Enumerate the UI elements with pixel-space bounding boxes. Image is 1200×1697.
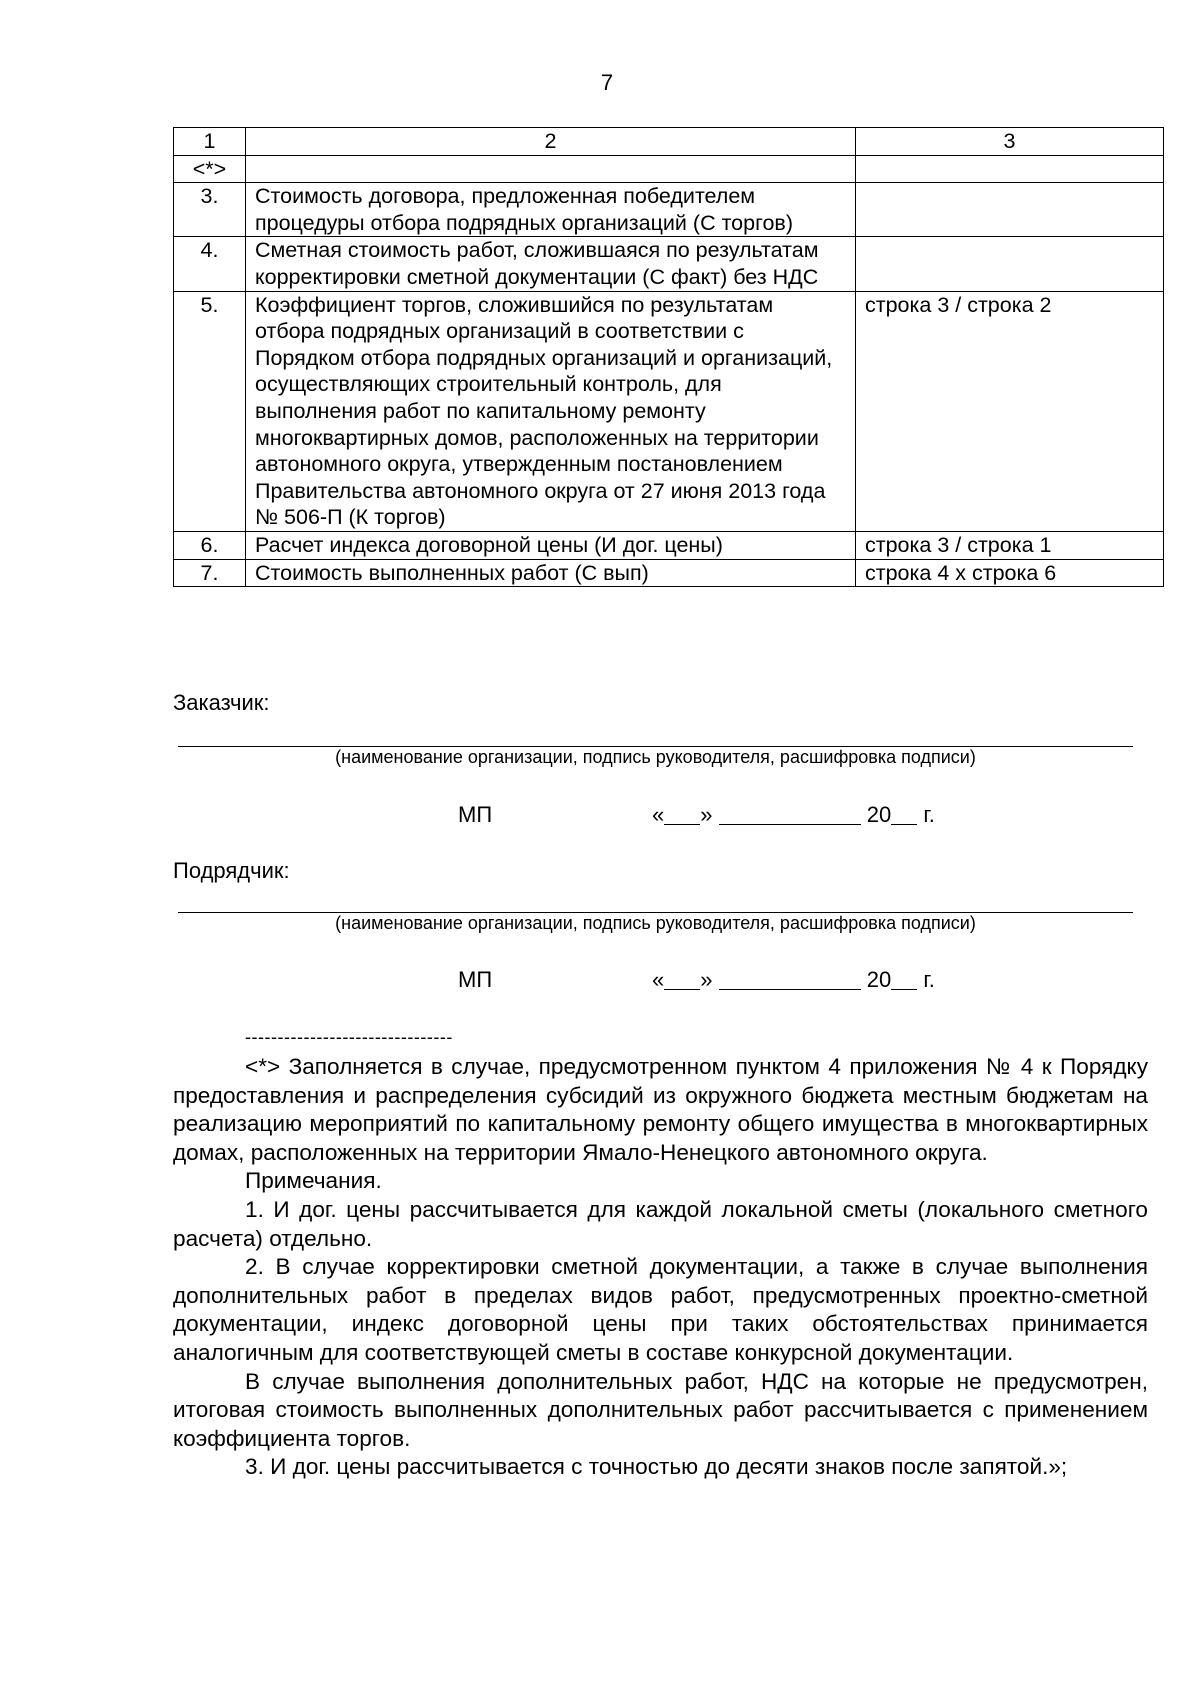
row-description: Сметная стоимость работ, сложившаяся по результатам корректировки сметной документации (С факт) без НДС xyxy=(246,237,856,291)
row-description: Коэффициент торгов, сложившийся по результатам отбора подрядных организаций в соответствии с Порядком отбора подрядных организаций и организаций, осуществляющих строительный контроль, для выполнения работ по капитальному ремонту многоквартирных домов, расположенных на территории автономного округа, утвержденным постановлением Правительства автономного округа от 27 июня 2013 года № 506-П (К торгов) xyxy=(246,291,856,531)
row-number: 7. xyxy=(174,559,246,587)
calculation-table xyxy=(173,127,1164,587)
table-row xyxy=(174,183,1164,237)
customer-mp-stamp: МП xyxy=(458,802,493,827)
note-item: 3. И дог. цены рассчитывается с точностью до десяти знаков после запятой.»; xyxy=(245,1454,1068,1480)
contractor-mp-stamp: МП xyxy=(458,967,493,992)
contractor-signature-caption: (наименование организации, подпись руководителя, расшифровка подписи) xyxy=(335,913,976,933)
month-blank xyxy=(719,802,861,825)
year-prefix: 20 xyxy=(866,802,892,827)
row-description: Стоимость договора, предложенная победителем процедуры отбора подрядных организаций (С торгов) xyxy=(246,183,856,237)
row-description xyxy=(246,155,856,183)
year-blank xyxy=(891,967,917,990)
table-header-cell: 3 xyxy=(856,128,1164,156)
year-blank xyxy=(891,802,917,825)
date-quote-open: « xyxy=(652,802,665,827)
row-formula: строка 4 х строка 6 xyxy=(856,559,1164,587)
row-description: Расчет индекса договорной цены (И дог. цены) xyxy=(246,531,856,559)
table-row xyxy=(174,559,1164,587)
contractor-label: Подрядчик: xyxy=(173,858,290,883)
customer-label: Заказчик: xyxy=(173,690,270,715)
footnote-separator: -------------------------------- xyxy=(245,1027,453,1047)
row-description: Стоимость выполненных работ (С вып) xyxy=(246,559,856,587)
contractor-date xyxy=(652,967,935,993)
table-header-cell: 1 xyxy=(174,128,246,156)
footnote-text: <*> Заполняется в случае, предусмотренном пунктом 4 приложения № 4 к Порядку предоставления и распределения субсидий из окружного бюджета местным бюджетам на реализацию мероприятий по капитальному ремонту общего имущества в многоквартирных домах, расположенных на территории Ямало-Ненецкого автономного округа. xyxy=(173,1054,1148,1165)
notes-title: Примечания. xyxy=(245,1168,382,1194)
row-formula xyxy=(856,237,1164,291)
row-number: 6. xyxy=(174,531,246,559)
year-suffix: г. xyxy=(923,967,935,992)
day-blank xyxy=(664,802,700,825)
year-prefix: 20 xyxy=(866,967,892,992)
row-formula: строка 3 / строка 2 xyxy=(856,291,1164,531)
customer-date xyxy=(652,802,935,828)
customer-signature-caption: (наименование организации, подпись руководителя, расшифровка подписи) xyxy=(335,747,976,767)
row-number: 5. xyxy=(174,291,246,531)
month-blank xyxy=(719,967,861,990)
table-header-cell: 2 xyxy=(246,128,856,156)
table-row xyxy=(174,531,1164,559)
row-formula xyxy=(856,155,1164,183)
table-row xyxy=(174,291,1164,531)
row-formula xyxy=(856,183,1164,237)
table-row xyxy=(174,155,1164,183)
year-suffix: г. xyxy=(923,802,935,827)
row-number: 3. xyxy=(174,183,246,237)
note-item: 1. И дог. цены рассчитывается для каждой локальной сметы (локального сметного расчета) отдельно. xyxy=(173,1196,1148,1251)
row-number: 4. xyxy=(174,237,246,291)
note-item: 2. В случае корректировки сметной документации, а также в случае выполнения дополнительных работ в пределах видов работ, предусмотренных проектно-сметной документации, индекс договорной цены при таких обстоятельствах принимается аналогичным для соответствующей сметы в составе конкурсной документации. xyxy=(173,1254,1148,1365)
day-blank xyxy=(664,967,700,990)
note-item: В случае выполнения дополнительных работ, НДС на которые не предусмотрен, итоговая стоимость выполненных дополнительных работ рассчитывается с применением коэффициента торгов. xyxy=(173,1368,1148,1451)
date-quote-close: » xyxy=(700,967,713,992)
table-row xyxy=(174,237,1164,291)
row-number: <*> xyxy=(174,155,246,183)
date-quote-close: » xyxy=(700,802,713,827)
notes-section xyxy=(173,1053,1148,1482)
page-number: 7 xyxy=(600,70,614,95)
row-formula: строка 3 / строка 1 xyxy=(856,531,1164,559)
date-quote-open: « xyxy=(652,967,665,992)
table-header-row xyxy=(174,128,1164,156)
